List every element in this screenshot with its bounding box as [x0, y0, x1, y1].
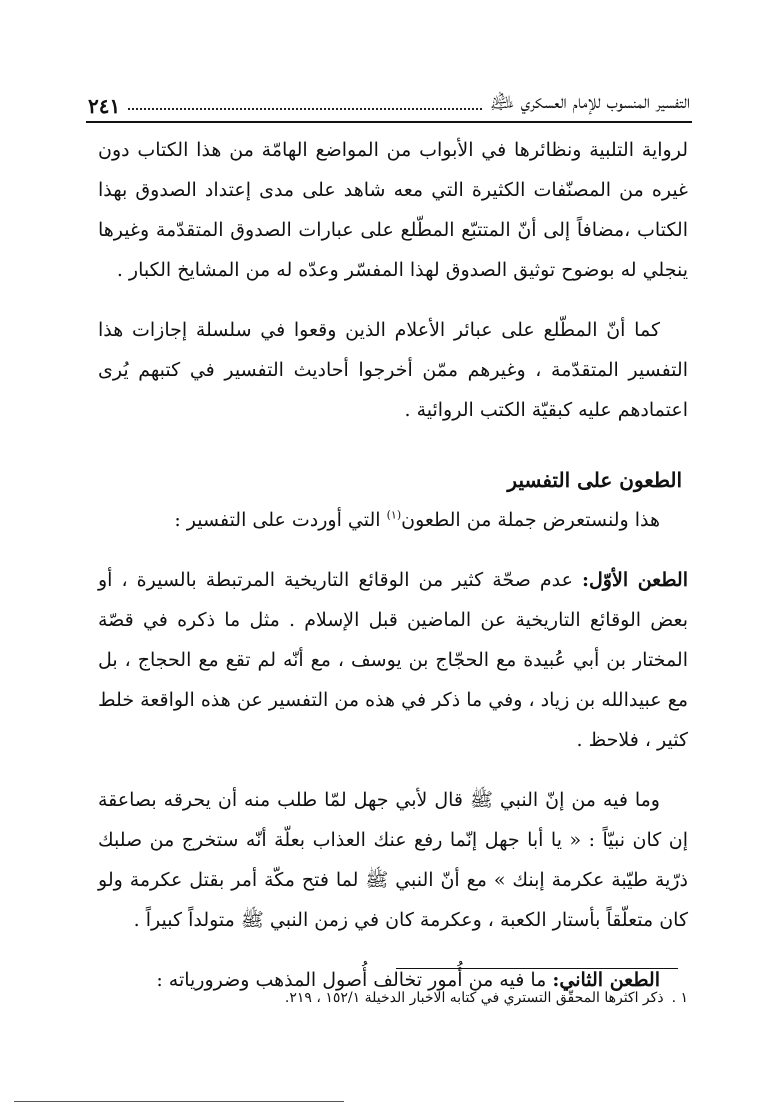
- footnote-reference: (١): [386, 508, 402, 522]
- second-objection-text: ما فيه من أُمور تخالف أُصول المذهب وضرورياته :: [156, 969, 553, 991]
- paragraph-2: كما أنّ المطّلع على عبائر الأعلام الذين وقعوا في سلسلة إجازات هذا التفسير المتقدّمة ، وغيرهم ممّن أخرجوا أحاديث التفسير في كتبهم يُرى اعتمادهم عليه كبقيّة الكتب الروائية .: [98, 319, 688, 421]
- paragraph-3-text-b: التي أوردت على التفسير :: [174, 509, 387, 531]
- paragraph-3-text-a: هذا ولنستعرض جملة من الطعون: [401, 509, 660, 531]
- first-objection-term: الطعن الأوّل:: [581, 569, 688, 591]
- footnote-text: ذكر اكثرها المحقّق التستري في كتابه الاخبار الدخيلة ١٥٢/١ ، ٢١٩.: [284, 990, 664, 1006]
- paragraph-5: وما فيه من إنّ النبي ﷺ قال لأبي جهل لمّا طلب منه أن يحرقه بصاعقة إن كان نبيّاً : « يا أبا جهل إنّما رفع عنك العذاب بعلّة أنّه ستخرج من صلبك ذرّية طيّبة عكرمة إبنك » مع أنّ النبي ﷺ لما فتح مكّة أمر بقتل عكرمة ولو كان متعلّقاً بأستار الكعبة ، وعكرمة كان في زمن النبي ﷺ متولداً كبيراً .: [98, 789, 688, 931]
- body-text: [98, 130, 688, 1000]
- running-header: [88, 78, 690, 118]
- footnote-rule: [396, 968, 678, 969]
- paragraph-3: [98, 500, 688, 540]
- paragraph-4: [98, 560, 688, 760]
- page-number: ٢٤١: [88, 94, 121, 118]
- paragraph-1: لرواية التلبية ونظائرها في الأبواب من المواضع الهامّة من هذا الكتاب دون غيره من المصنّفات الكثيرة التي معه شاهد على مدى إعتداد الصدوق بهذا الكتاب ،مضافاً إلى أنّ المتتبّع المطّلع على عبارات الصدوق المتقدّمة وغيرها ينجلي له بوضوح توثيق الصدوق لهذا المفسّر وعدّه له من المشايخ الكبار .: [98, 139, 688, 281]
- header-rule: [86, 121, 692, 123]
- second-objection-term: الطعن الثاني:: [552, 969, 660, 991]
- footnote: [160, 986, 688, 1010]
- footnote-marker: ١ .: [671, 990, 688, 1006]
- running-title: التفسير المنسوب للإمام العسكري ﵇: [490, 91, 690, 113]
- section-heading: الطعون على التفسير: [507, 468, 682, 492]
- header-dot-leader: [128, 107, 482, 110]
- scan-edge-line: [14, 1101, 344, 1102]
- first-objection-text: عدم صحّة كثير من الوقائع التاريخية المرتبطة بالسيرة ، أو بعض الوقائع التاريخية عن الماضين قبل الإسلام . مثل ما ذكره في قصّة المختار بن أبي عُبيدة مع الحجّاج بن يوسف ، مع أنّه لم تقع مع الحجاج ، بل مع عبيدالله بن زياد ، وفي ما ذكر في هذه من التفسير عن هذه الواقعة خلط كثير ، فلاحظ .: [98, 569, 688, 751]
